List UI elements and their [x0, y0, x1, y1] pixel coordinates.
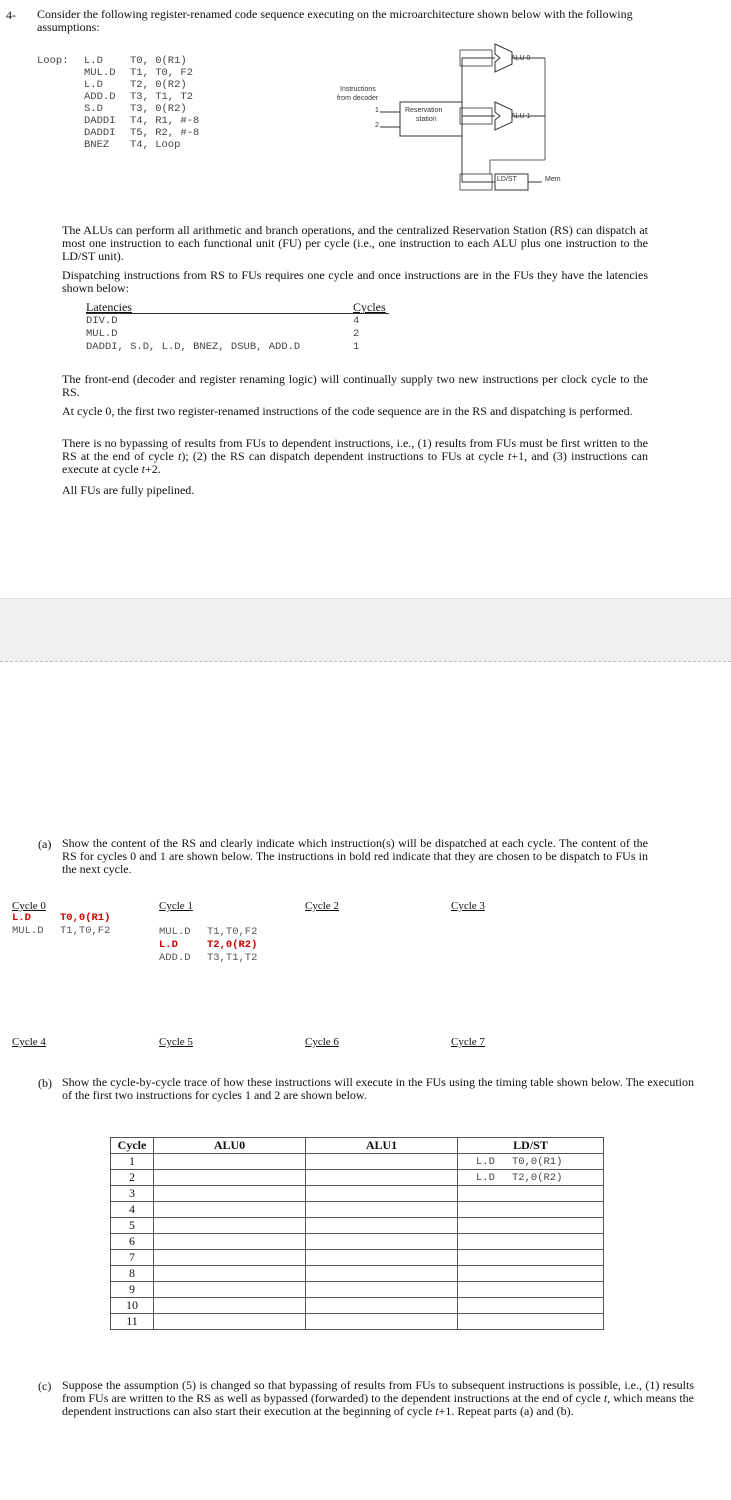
- alu0-label: ALU 0: [511, 55, 531, 62]
- instructions-label-1: Instructions: [340, 86, 376, 93]
- part-b-label: (b): [38, 1076, 52, 1090]
- code-args: T3, 0(R2): [130, 103, 187, 115]
- timing-row: [111, 1170, 604, 1186]
- timing-row: [111, 1202, 604, 1218]
- rs-cycle-1: [159, 926, 257, 965]
- rs-entry: [159, 952, 257, 965]
- alu1-shape: [495, 102, 512, 130]
- timing-cycle-cell: 3: [111, 1186, 154, 1202]
- part-c-text-c: +1. Repeat parts (a) and (b).: [438, 1403, 574, 1418]
- code-args: T4, R1, #-8: [130, 115, 200, 127]
- code-args: T1, T0, F2: [130, 67, 194, 79]
- input-1-label: 1: [375, 107, 379, 114]
- timing-alu0-cell[interactable]: [154, 1234, 306, 1250]
- rs-entry-op: L.D: [159, 939, 178, 951]
- timing-ldst-cell[interactable]: [458, 1298, 604, 1314]
- code-op: L.D: [84, 55, 103, 67]
- assumption-5-part-a: There is no bypassing of results from FUs to dependent instructions, i.e., (1) results from FUs must be first written to the RS at the end of cycle: [62, 436, 648, 463]
- page-break-dash: [0, 661, 731, 662]
- latency-ops: DADDI, S.D, L.D, BNEZ, DSUB, ADD.D: [86, 341, 301, 353]
- part-c-text-a: Suppose the assumption (5) is changed so that bypassing of results from FUs to subsequent instructions is possible, i.e., (1) results from FUs are written to the RS as well as bypassed (forwarded) to the dependent instructions at the end of cycle: [62, 1378, 694, 1405]
- timing-alu0-cell[interactable]: [154, 1282, 306, 1298]
- timing-ldst-cell[interactable]: [458, 1234, 604, 1250]
- assumption-5: [62, 437, 648, 475]
- timing-ldst-cell[interactable]: [458, 1186, 604, 1202]
- assumption-5-t: t: [178, 448, 182, 463]
- assumption-5-part-d: +2.: [144, 461, 161, 476]
- timing-alu1-cell[interactable]: [306, 1298, 458, 1314]
- timing-ldst-cell[interactable]: [458, 1218, 604, 1234]
- timing-alu1-cell[interactable]: [306, 1218, 458, 1234]
- assumption-4: At cycle 0, the first two register-renamed instructions of the code sequence are in the RS and dispatching is performed.: [62, 404, 633, 418]
- header-cycle: Cycle: [111, 1138, 154, 1154]
- latency-divider: [86, 313, 389, 314]
- assumption-5-part-c: +1, and (3) instructions can execute at cycle: [62, 448, 648, 476]
- rs-entry-args: T0,0(R1): [60, 912, 111, 924]
- code-args: T0, 0(R1): [130, 55, 187, 67]
- timing-alu1-cell[interactable]: [306, 1202, 458, 1218]
- rs-entry-args: T1,T0,F2: [207, 926, 258, 938]
- cycles-header: Cycles: [353, 300, 386, 314]
- rs-entry-op: L.D: [12, 912, 31, 924]
- code-args: T5, R2, #-8: [130, 127, 200, 139]
- timing-row: [111, 1298, 604, 1314]
- latency-ops: DIV.D: [86, 315, 118, 327]
- timing-row: [111, 1218, 604, 1234]
- rs-cycle-0: [12, 912, 110, 938]
- problem-number: 4-: [6, 8, 16, 22]
- assumption-6: All FUs are fully pipelined.: [62, 483, 195, 497]
- cycle-1-label: Cycle 1: [159, 900, 193, 912]
- timing-alu1-cell[interactable]: [306, 1186, 458, 1202]
- rs-entry-args: T2,0(R2): [207, 939, 258, 951]
- timing-row: [111, 1250, 604, 1266]
- part-c-text: [62, 1379, 694, 1417]
- part-b-text: Show the cycle-by-cycle trace of how these instructions will execute in the FUs using the timing table shown below. The execution of the first two instructions for cycles 1 and 2 are shown below.: [62, 1075, 694, 1102]
- instructions-label-2: from decoder: [337, 95, 379, 102]
- timing-alu0-cell[interactable]: [154, 1314, 306, 1330]
- timing-alu1-cell[interactable]: [306, 1154, 458, 1170]
- cycle-4-label: Cycle 4: [12, 1036, 46, 1048]
- timing-row: [111, 1234, 604, 1250]
- header-alu0: ALU0: [154, 1138, 306, 1154]
- page-break-band: [0, 598, 731, 661]
- assumption-1: The ALUs can perform all arithmetic and branch operations, and the centralized Reservation Station (RS) can dispatch at most one instruction to each functional unit (FU) per cycle (i.e., one instruction to each ALU plus one instruction to the LD/ST unit).: [62, 223, 648, 263]
- ldst-op: L.D: [476, 1155, 495, 1168]
- timing-row: [111, 1266, 604, 1282]
- code-op: S.D: [84, 103, 103, 115]
- timing-alu1-cell[interactable]: [306, 1170, 458, 1186]
- timing-cycle-cell: 1: [111, 1154, 154, 1170]
- timing-alu1-cell[interactable]: [306, 1266, 458, 1282]
- timing-cycle-cell: 4: [111, 1202, 154, 1218]
- timing-cycle-cell: 9: [111, 1282, 154, 1298]
- timing-cycle-cell: 11: [111, 1314, 154, 1330]
- header-ldst: LD/ST: [458, 1138, 604, 1154]
- code-args: T2, 0(R2): [130, 79, 187, 91]
- part-c-label: (c): [38, 1379, 52, 1393]
- cycle-2-label: Cycle 2: [305, 900, 339, 912]
- assumption-2: Dispatching instructions from RS to FUs requires one cycle and once instructions are in the FUs they have the latencies shown below:: [62, 268, 648, 295]
- part-a-label: (a): [38, 837, 52, 851]
- rs-label-1: Reservation: [405, 107, 443, 114]
- timing-alu1-cell[interactable]: [306, 1250, 458, 1266]
- timing-ldst-cell[interactable]: [458, 1250, 604, 1266]
- timing-row: [111, 1154, 604, 1170]
- cycle-7-label: Cycle 7: [451, 1036, 485, 1048]
- header-alu1: ALU1: [306, 1138, 458, 1154]
- timing-ldst-cell[interactable]: [458, 1282, 604, 1298]
- rs-entry: [12, 912, 110, 925]
- assumption-3: The front-end (decoder and register renaming logic) will continually supply two new instructions per clock cycle to the RS.: [62, 372, 648, 399]
- part-a-text: Show the content of the RS and clearly indicate which instruction(s) will be dispatched at each cycle. The content of the RS for cycles 0 and 1 are shown below. The instructions in bold red indicate that they are chosen to be dispatch to FUs in the next cycle.: [62, 836, 648, 876]
- part-c-t1: t: [435, 1403, 439, 1418]
- timing-ldst-cell[interactable]: [458, 1170, 604, 1186]
- assumption-5-part-b: ); (2) the RS can dispatch dependent instructions to FUs at cycle: [181, 448, 508, 463]
- timing-table: [110, 1137, 604, 1330]
- assumption-5-t1: t: [508, 448, 512, 463]
- assumption-5-t2: t: [141, 461, 145, 476]
- ldst-args: T0,0(R1): [512, 1155, 563, 1168]
- part-c-text-b: , which means the dependent instructions can also start their execution at the beginning of cycle: [62, 1390, 694, 1418]
- cycle-5-label: Cycle 5: [159, 1036, 193, 1048]
- code-op: BNEZ: [84, 139, 110, 151]
- mem-label: Mem: [545, 176, 561, 183]
- code-op: L.D: [84, 79, 103, 91]
- rs-label-2: station: [416, 116, 437, 123]
- timing-header-row: [111, 1138, 604, 1154]
- alu1-label: ALU 1: [511, 113, 531, 120]
- cycle-0-label: Cycle 0: [12, 900, 46, 912]
- cycle-6-label: Cycle 6: [305, 1036, 339, 1048]
- timing-alu0-cell[interactable]: [154, 1186, 306, 1202]
- latency-cycles: 1: [353, 341, 360, 353]
- timing-ldst-cell[interactable]: [458, 1154, 604, 1170]
- timing-ldst-cell[interactable]: [458, 1202, 604, 1218]
- ldst-label: LD/ST: [497, 176, 517, 183]
- part-c-t: t: [603, 1390, 608, 1405]
- timing-alu1-cell[interactable]: [306, 1234, 458, 1250]
- latency-cycles: 4: [353, 315, 360, 327]
- cycle-3-label: Cycle 3: [451, 900, 485, 912]
- rs-entry-op: MUL.D: [159, 926, 191, 938]
- rs-entry-op: ADD.D: [159, 952, 191, 964]
- timing-cycle-cell: 10: [111, 1298, 154, 1314]
- timing-cycle-cell: 6: [111, 1234, 154, 1250]
- latency-cycles: 2: [353, 328, 360, 340]
- timing-alu1-cell[interactable]: [306, 1282, 458, 1298]
- timing-row: [111, 1282, 604, 1298]
- code-args: T4, Loop: [130, 139, 181, 151]
- latencies-header: Latencies: [86, 300, 132, 314]
- rs-entry: [159, 926, 257, 939]
- rs-entry-args: T1,T0,F2: [60, 925, 111, 937]
- rs-entry-args: T3,T1,T2: [207, 952, 258, 964]
- code-op: MUL.D: [84, 67, 116, 79]
- rs-entry: [12, 925, 110, 938]
- timing-cycle-cell: 7: [111, 1250, 154, 1266]
- timing-alu0-cell[interactable]: [154, 1170, 306, 1186]
- alu0-shape: [495, 44, 512, 72]
- timing-alu0-cell[interactable]: [154, 1250, 306, 1266]
- timing-ldst-cell[interactable]: [458, 1266, 604, 1282]
- rs-entry: [159, 939, 257, 952]
- loop-label: Loop:: [37, 55, 69, 67]
- code-op: ADD.D: [84, 91, 116, 103]
- code-op: DADDI: [84, 127, 116, 139]
- timing-cycle-cell: 8: [111, 1266, 154, 1282]
- timing-alu0-cell[interactable]: [154, 1202, 306, 1218]
- code-op: DADDI: [84, 115, 116, 127]
- timing-alu0-cell[interactable]: [154, 1218, 306, 1234]
- ldst-args: T2,0(R2): [512, 1171, 563, 1184]
- latency-ops: MUL.D: [86, 328, 118, 340]
- rs-entry-op: MUL.D: [12, 925, 44, 937]
- problem-intro: Consider the following register-renamed code sequence executing on the microarchitecture shown below with the following assumptions:: [37, 7, 633, 34]
- timing-alu0-cell[interactable]: [154, 1266, 306, 1282]
- timing-alu1-cell[interactable]: [306, 1314, 458, 1330]
- timing-alu0-cell[interactable]: [154, 1154, 306, 1170]
- input-2-label: 2: [375, 122, 379, 129]
- timing-alu0-cell[interactable]: [154, 1298, 306, 1314]
- ldst-op: L.D: [476, 1171, 495, 1184]
- microarchitecture-diagram: [330, 40, 630, 200]
- code-args: T3, T1, T2: [130, 91, 194, 103]
- timing-cycle-cell: 2: [111, 1170, 154, 1186]
- timing-cycle-cell: 5: [111, 1218, 154, 1234]
- timing-ldst-cell[interactable]: [458, 1314, 604, 1330]
- timing-row: [111, 1314, 604, 1330]
- timing-row: [111, 1186, 604, 1202]
